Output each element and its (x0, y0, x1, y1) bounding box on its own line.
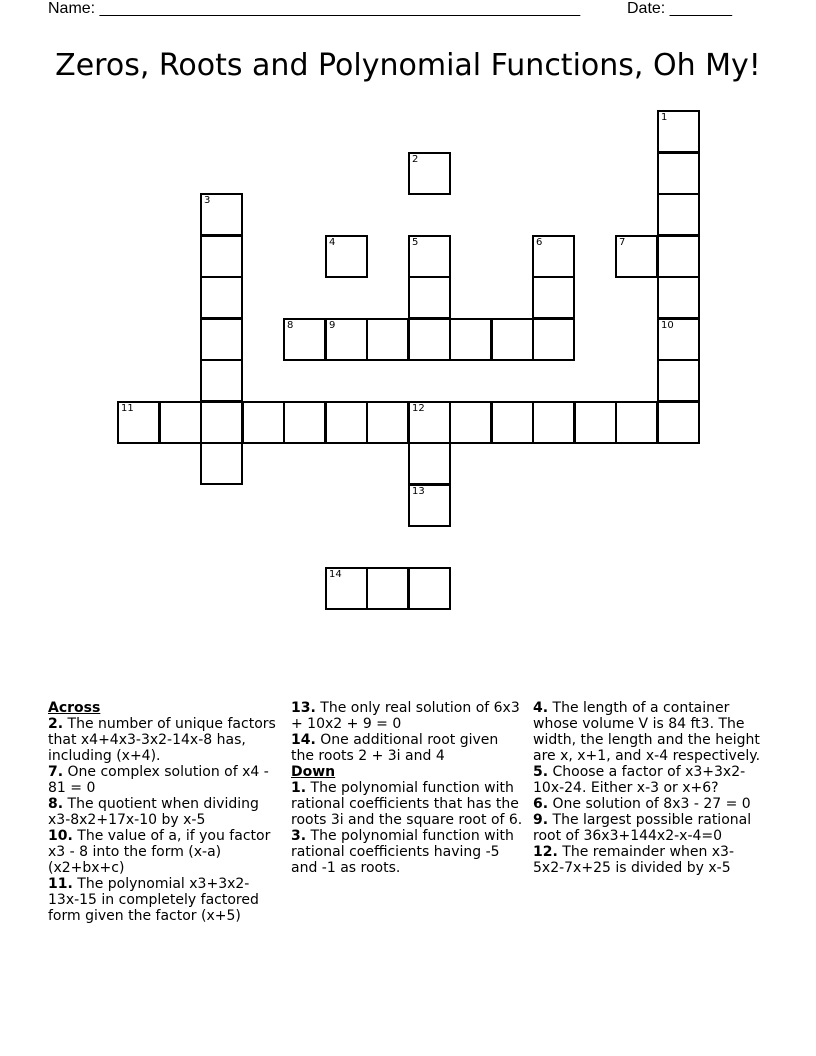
crossword-cell[interactable] (200, 318, 243, 361)
clue-number: 6. (533, 796, 549, 812)
crossword-cell[interactable] (408, 318, 451, 361)
crossword-cell[interactable] (366, 567, 409, 610)
clue-across-10 (48, 828, 276, 876)
crossword-cell[interactable] (159, 401, 202, 444)
crossword-cell[interactable] (283, 401, 326, 444)
clue-number: 7. (48, 764, 64, 780)
clue-text: The remainder when x3-5x2-7x+25 is divided by x-5 (533, 844, 735, 876)
cell-number: 11 (121, 403, 134, 414)
cell-number: 10 (661, 320, 674, 331)
crossword-cell[interactable] (200, 401, 243, 444)
crossword-cell[interactable] (657, 401, 700, 444)
clue-across-14 (291, 732, 523, 764)
clue-across-8 (48, 796, 276, 828)
clue-text: One solution of 8x3 - 27 = 0 (552, 796, 751, 812)
clue-number: 8. (48, 796, 64, 812)
crossword-cell[interactable] (325, 401, 368, 444)
clue-across-2 (48, 716, 276, 764)
name-line: Name: ______________________________________________________ (48, 0, 581, 17)
crossword-cell[interactable] (491, 401, 534, 444)
crossword-cell[interactable] (408, 567, 451, 610)
cell-number: 1 (661, 112, 668, 123)
crossword-cell[interactable] (657, 359, 700, 402)
clue-text: The polynomial x3+3x2-13x-15 in completely factored form given the factor (x+5) (48, 876, 259, 924)
crossword-cell[interactable] (532, 235, 575, 278)
cell-number: 14 (329, 569, 342, 580)
clue-across-11 (48, 876, 276, 924)
cell-number: 3 (204, 195, 211, 206)
crossword-cell[interactable] (242, 401, 285, 444)
clue-text: The only real solution of 6x3 + 10x2 + 9 = 0 (291, 700, 520, 732)
clue-number: 4. (533, 700, 549, 716)
clue-across-7 (48, 764, 276, 796)
crossword-cell[interactable] (408, 276, 451, 319)
clue-down-1 (291, 780, 523, 828)
clue-text: The number of unique factors that x4+4x3-3x2-14x-8 has, including (x+4). (48, 716, 276, 764)
clue-down-4 (533, 700, 765, 764)
crossword-cell[interactable] (657, 276, 700, 319)
cell-number: 7 (619, 237, 626, 248)
crossword-cell[interactable] (657, 193, 700, 236)
crossword-cell[interactable] (449, 318, 492, 361)
crossword-cell[interactable] (200, 235, 243, 278)
crossword-cell[interactable] (532, 318, 575, 361)
cell-number: 8 (287, 320, 294, 331)
across-heading: Across (48, 700, 101, 716)
clue-text: The quotient when dividing x3-8x2+17x-10 by x-5 (48, 796, 259, 828)
clue-text: One additional root given the roots 2 + 3i and 4 (291, 732, 499, 764)
clue-text: The value of a, if you factor x3 - 8 into the form (x-a)(x2+bx+c) (48, 828, 271, 876)
clue-text: The polynomial function with rational coefficients that has the roots 3i and the square root of 6. (291, 780, 523, 828)
clue-number: 2. (48, 716, 64, 732)
clue-number: 13. (291, 700, 316, 716)
clue-column-3 (533, 700, 765, 876)
crossword-cell[interactable] (532, 276, 575, 319)
clue-across-13 (291, 700, 523, 732)
clue-down-12 (533, 844, 765, 876)
clue-number: 5. (533, 764, 549, 780)
clue-number: 9. (533, 812, 549, 828)
clue-text: The length of a container whose volume V is 84 ft3. The width, the length and the height are x, x+1, and x-4 respectively. (533, 700, 761, 764)
crossword-cell[interactable] (657, 152, 700, 195)
clue-text: Choose a factor of x3+3x2-10x-24. Either x-3 or x+6? (533, 764, 746, 796)
crossword-cell[interactable] (491, 318, 534, 361)
clue-number: 1. (291, 780, 307, 796)
crossword-cell[interactable] (325, 318, 368, 361)
clue-text: The polynomial function with rational coefficients having -5 and -1 as roots. (291, 828, 514, 876)
crossword-cell[interactable] (408, 401, 451, 444)
cell-number: 2 (412, 154, 419, 165)
cell-number: 9 (329, 320, 336, 331)
clue-down-5 (533, 764, 765, 796)
cell-number: 6 (536, 237, 543, 248)
clue-number: 14. (291, 732, 316, 748)
clue-text: The largest possible rational root of 36x3+144x2-x-4=0 (533, 812, 752, 844)
crossword-cell[interactable] (366, 318, 409, 361)
down-heading: Down (291, 764, 336, 780)
cell-number: 4 (329, 237, 336, 248)
crossword-cell[interactable] (200, 193, 243, 236)
crossword-cell[interactable] (657, 235, 700, 278)
crossword-cell[interactable] (408, 152, 451, 195)
crossword-cell[interactable] (117, 401, 160, 444)
date-line: Date: _______ (627, 0, 732, 17)
clue-number: 12. (533, 844, 558, 860)
crossword-cell[interactable] (615, 401, 658, 444)
clue-number: 3. (291, 828, 307, 844)
crossword-cell[interactable] (532, 401, 575, 444)
crossword-cell[interactable] (615, 235, 658, 278)
crossword-cell[interactable] (449, 401, 492, 444)
crossword-cell[interactable] (366, 401, 409, 444)
clue-text: One complex solution of x4 - 81 = 0 (48, 764, 269, 796)
clue-column-2 (291, 700, 523, 876)
crossword-cell[interactable] (200, 359, 243, 402)
cell-number: 5 (412, 237, 419, 248)
clue-number: 11. (48, 876, 73, 892)
cell-number: 13 (412, 486, 425, 497)
crossword-cell[interactable] (283, 318, 326, 361)
clue-number: 10. (48, 828, 73, 844)
clue-down-3 (291, 828, 523, 876)
crossword-cell[interactable] (574, 401, 617, 444)
crossword-cell[interactable] (325, 567, 368, 610)
page-title: Zeros, Roots and Polynomial Functions, Oh My! (55, 48, 761, 83)
crossword-cell[interactable] (408, 484, 451, 527)
clue-column-1 (48, 700, 276, 924)
crossword-cell[interactable] (200, 442, 243, 485)
clue-down-6 (533, 796, 765, 812)
crossword-cell[interactable] (200, 276, 243, 319)
clue-down-9 (533, 812, 765, 844)
crossword-cell[interactable] (657, 110, 700, 153)
crossword-cell[interactable] (325, 235, 368, 278)
crossword-cell[interactable] (657, 318, 700, 361)
crossword-cell[interactable] (408, 235, 451, 278)
cell-number: 12 (412, 403, 425, 414)
crossword-cell[interactable] (408, 442, 451, 485)
